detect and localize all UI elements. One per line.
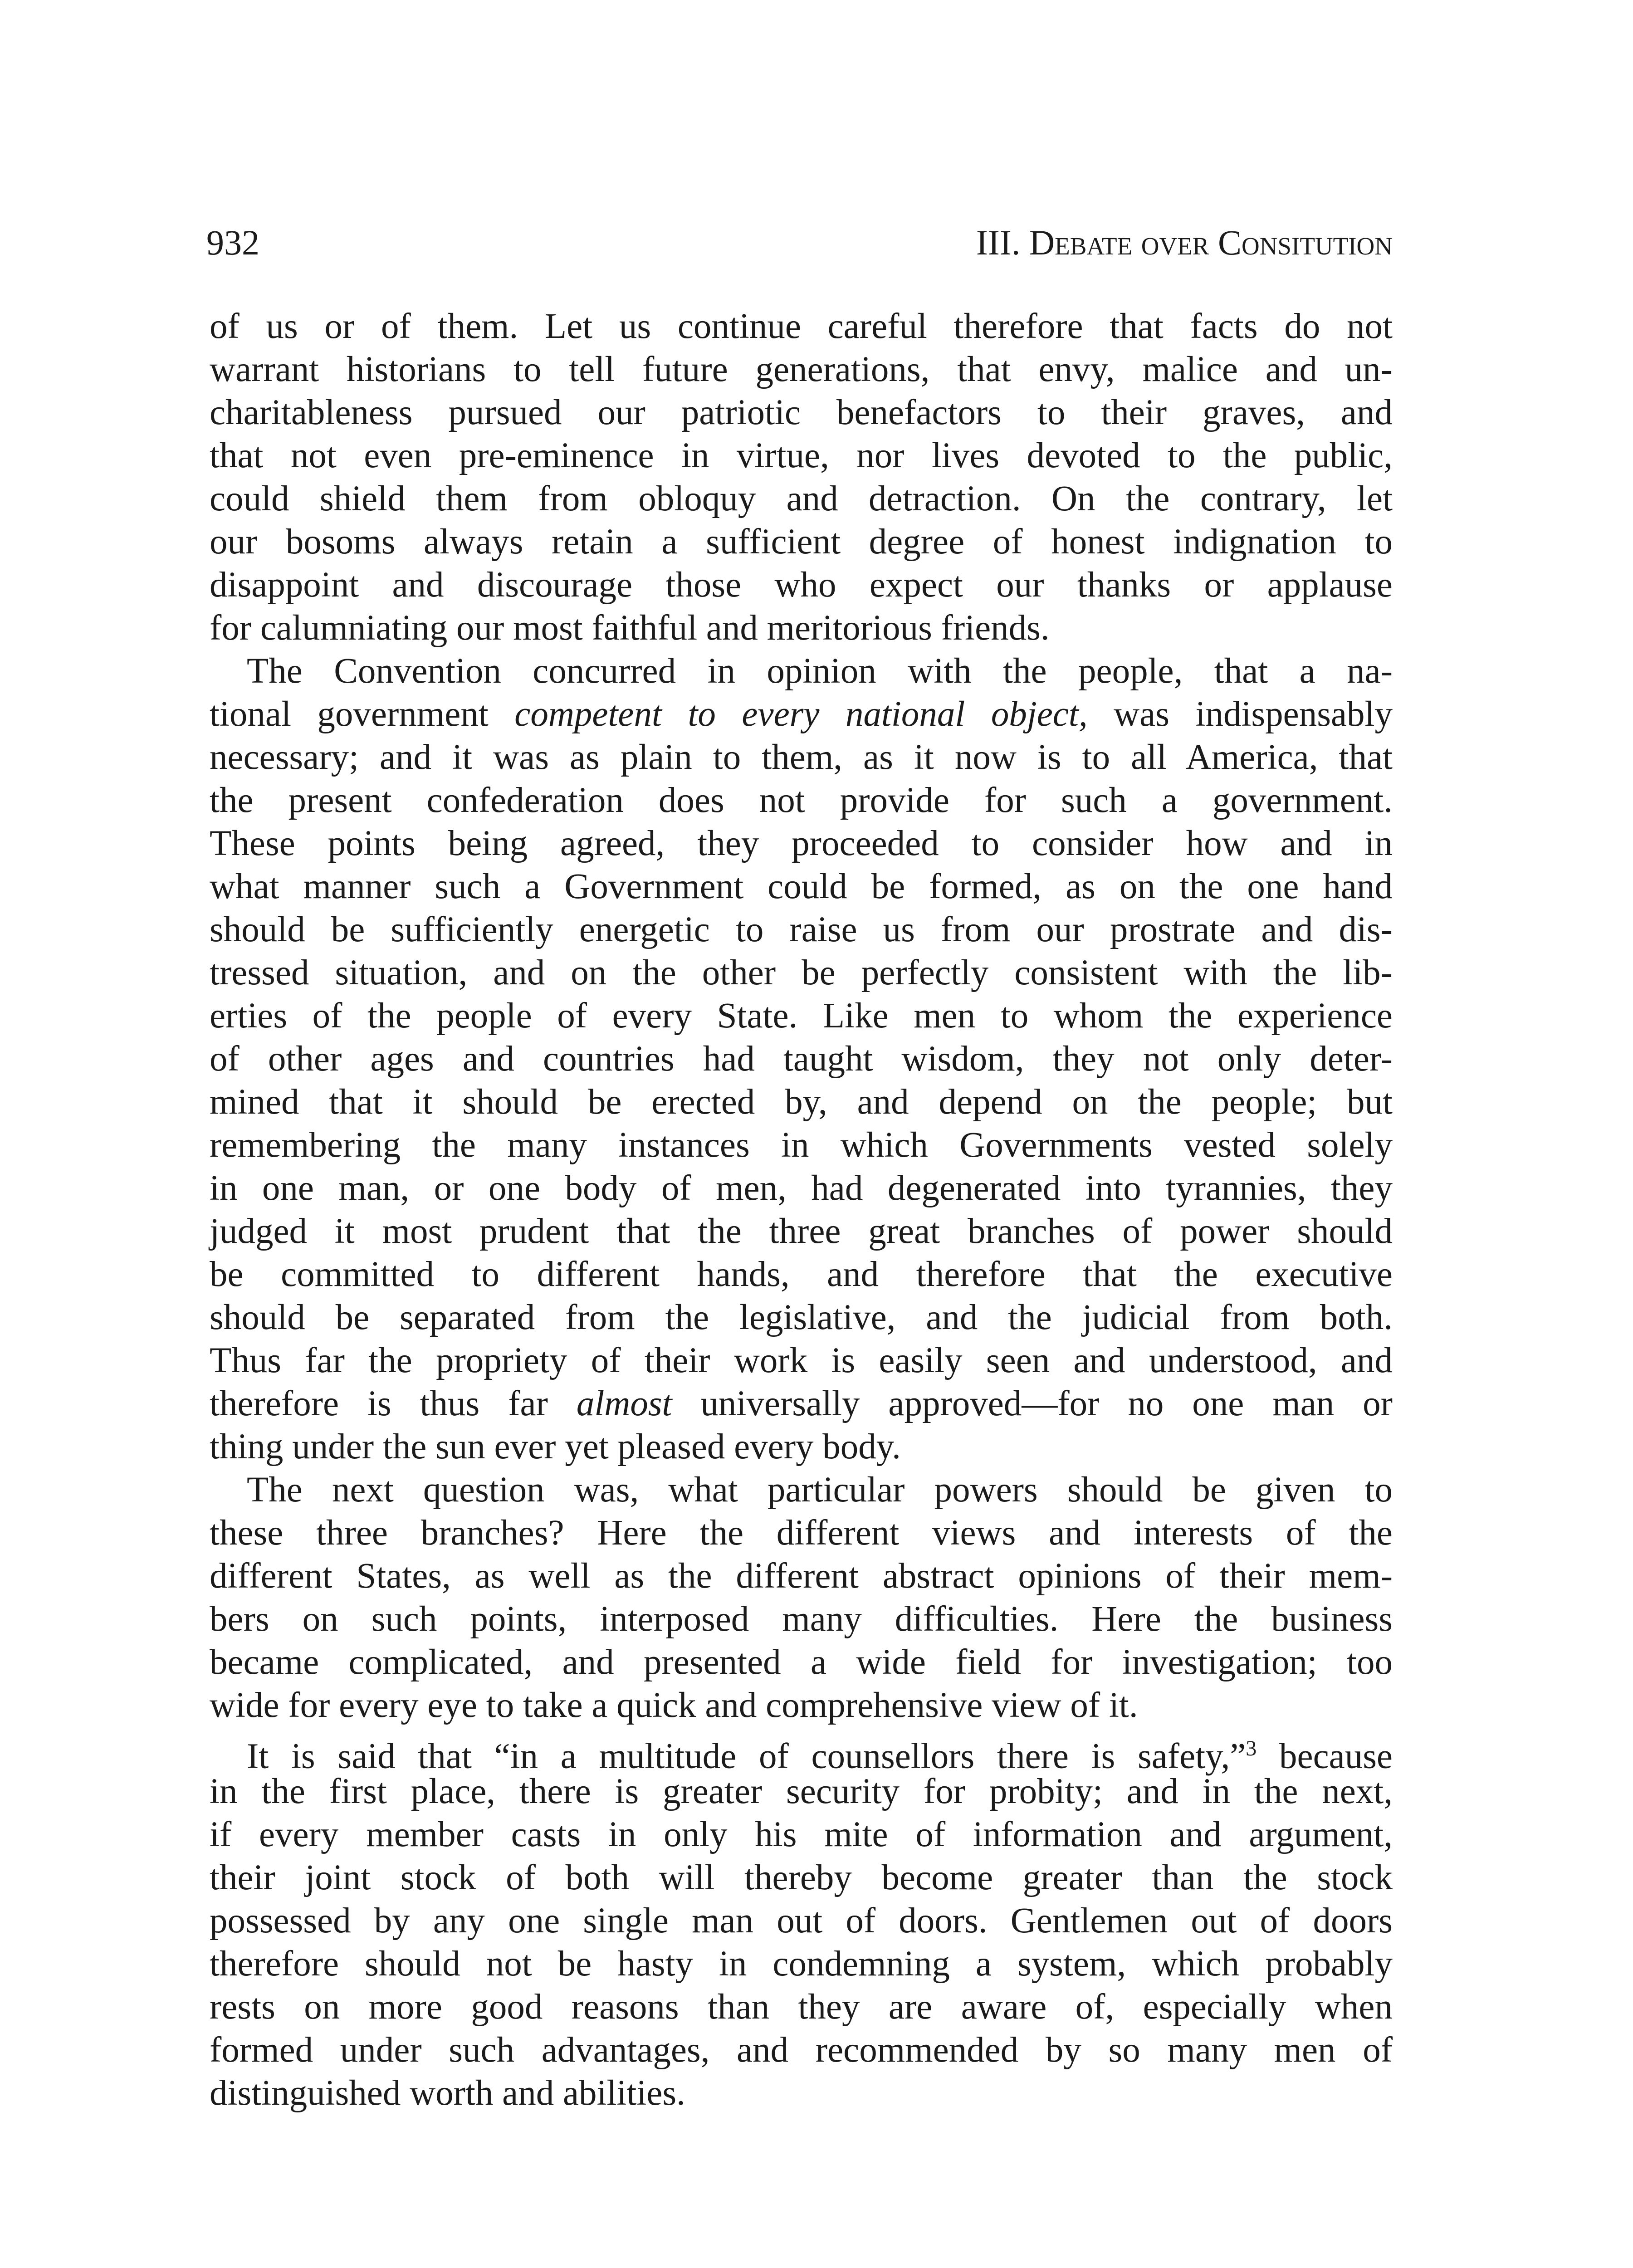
text-run: tional government (210, 694, 515, 734)
paragraph-4 (210, 1727, 1393, 2115)
text-line: of other ages and countries had taught wisdom, they not only deter- (210, 1039, 1393, 1079)
text-line (210, 1382, 1393, 1425)
text-line: bers on such points, interposed many difficulties. Here the business (210, 1599, 1393, 1639)
text-line: These points being agreed, they proceeded to consider how and in (210, 824, 1393, 863)
text-line: mined that it should be erected by, and depend on the people; but (210, 1082, 1393, 1122)
text-line: could shield them from obloquy and detraction. On the contrary, let (210, 479, 1393, 518)
text-line: necessary; and it was as plain to them, as it now is to all America, that (210, 738, 1393, 777)
text-line: should be sufficiently energetic to raise us from our prostrate and dis- (210, 910, 1393, 949)
text-line: formed under such advantages, and recommended by so many men of (210, 2030, 1393, 2070)
paragraph-3 (210, 1468, 1393, 1727)
text-line: the present confederation does not provide for such a government. (210, 781, 1393, 820)
text-line: tressed situation, and on the other be perfectly consistent with the lib- (210, 953, 1393, 992)
text-run: because (1257, 1736, 1393, 1776)
text-line: Thus far the propriety of their work is easily seen and understood, and (210, 1341, 1393, 1380)
italic-text: almost (576, 1384, 672, 1423)
text-run: universally approved—for no one man or (672, 1384, 1393, 1423)
text-line: distinguished worth and abilities. (210, 2073, 685, 2113)
italic-text: competent to every national object, (514, 694, 1088, 734)
text-line: different States, as well as the different abstract opinions of their mem- (210, 1556, 1393, 1596)
running-title: III. Debate over Consitution (976, 223, 1393, 262)
text-line: our bosoms always retain a sufficient degree of honest indignation to (210, 522, 1393, 562)
text-line: what manner such a Government could be formed, as on the one hand (210, 867, 1393, 906)
text-run: was indispensably (1087, 694, 1393, 734)
body-text (210, 305, 1393, 2115)
text-line: rests on more good reasons than they are aware of, especially when (210, 1987, 1393, 2027)
text-line: for calumniating our most faithful and meritorious friends. (210, 608, 1050, 648)
text-line: warrant historians to tell future generations, that envy, malice and un- (210, 350, 1393, 389)
text-line: charitableness pursued our patriotic benefactors to their graves, and (210, 393, 1393, 432)
text-line (210, 693, 1393, 736)
page-number: 932 (206, 223, 259, 262)
text-line: possessed by any one single man out of doors. Gentlemen out of doors (210, 1901, 1393, 1941)
text-line: their joint stock of both will thereby become greater than the stock (210, 1858, 1393, 1897)
text-line (210, 1727, 1393, 1776)
text-line: The next question was, what particular powers should be given to (247, 1470, 1393, 1510)
text-line: remembering the many instances in which Governments vested solely (210, 1125, 1393, 1165)
text-line: if every member casts in only his mite of information and argument, (210, 1815, 1393, 1854)
text-line: be committed to different hands, and therefore that the executive (210, 1255, 1393, 1294)
text-line: in the first place, there is greater security for probity; and in the next, (210, 1772, 1393, 1811)
text-line: of us or of them. Let us continue careful therefore that facts do not (210, 307, 1393, 346)
footnote-marker: 3 (1246, 1736, 1257, 1760)
text-line: therefore should not be hasty in condemning a system, which probably (210, 1944, 1393, 1984)
text-line: should be separated from the legislative, and the judicial from both. (210, 1298, 1393, 1337)
text-run: It is said that “in a multitude of counsellors there is safety,” (247, 1736, 1246, 1776)
text-line: The Convention concurred in opinion with the people, that a na- (247, 651, 1393, 691)
text-line: disappoint and discourage those who expect our thanks or applause (210, 565, 1393, 605)
paragraph-1 (210, 305, 1393, 650)
running-head (206, 218, 1393, 268)
text-line: judged it most prudent that the three great branches of power should (210, 1212, 1393, 1251)
text-line: these three branches? Here the different views and interests of the (210, 1513, 1393, 1553)
text-run: therefore is thus far (210, 1384, 577, 1423)
paragraph-2 (210, 650, 1393, 1468)
text-line: became complicated, and presented a wide field for investigation; too (210, 1642, 1393, 1682)
text-line: wide for every eye to take a quick and comprehensive view of it. (210, 1686, 1138, 1725)
text-line: in one man, or one body of men, had degenerated into tyrannies, they (210, 1168, 1393, 1208)
text-line: thing under the sun ever yet pleased every body. (210, 1427, 901, 1466)
text-line: that not even pre-eminence in virtue, nor lives devoted to the public, (210, 436, 1393, 475)
text-line: erties of the people of every State. Like men to whom the experience (210, 996, 1393, 1036)
